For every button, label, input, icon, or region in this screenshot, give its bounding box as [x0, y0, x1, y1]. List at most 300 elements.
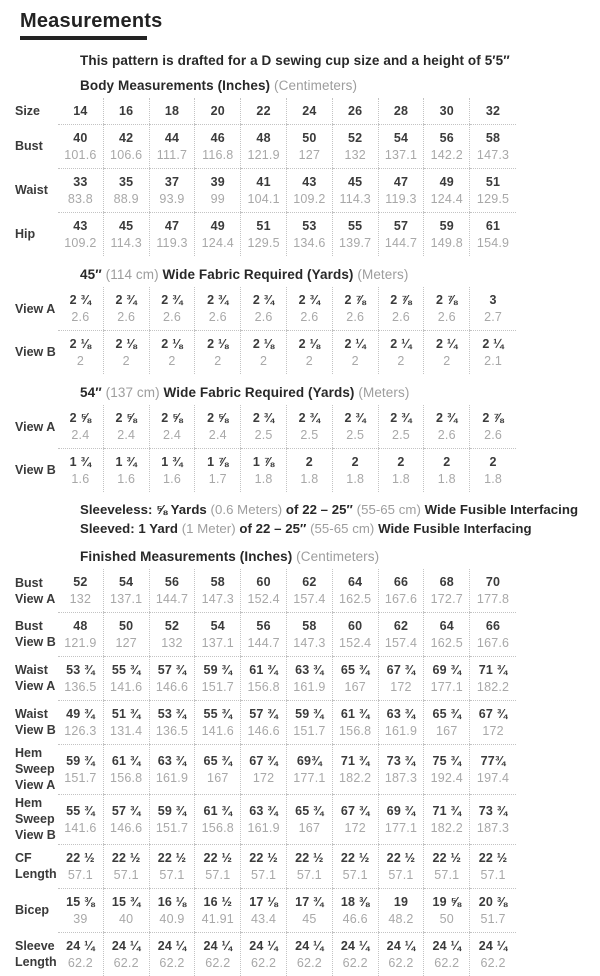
- value-cell: [241, 98, 287, 124]
- cm-value: 1.8: [484, 472, 503, 486]
- inches-value: 71 ¾: [478, 663, 508, 677]
- value-cell: [379, 656, 425, 700]
- body-measurements-table: [14, 98, 600, 256]
- cm-value: 182.2: [430, 821, 463, 835]
- row-label: View B: [15, 345, 56, 359]
- value-cell: [379, 212, 425, 256]
- inches-value: 16 ½: [203, 895, 233, 909]
- inches-value: 14: [73, 104, 88, 118]
- cm-value: 124.4: [430, 192, 463, 206]
- value-cell: [150, 168, 196, 212]
- cm-value: 156.8: [339, 724, 372, 738]
- value-cell: [287, 844, 333, 888]
- inches-value: 32: [485, 104, 501, 118]
- cm-value: 152.4: [247, 592, 280, 606]
- value-cell: [195, 844, 241, 888]
- cm-value: 62.2: [480, 956, 506, 970]
- cm-value: 151.7: [201, 680, 234, 694]
- inches-value: 20 ⅜: [478, 895, 508, 909]
- inches-value: 51: [256, 219, 271, 233]
- inches-value: 63 ¾: [386, 707, 416, 721]
- value-cell: [104, 656, 150, 700]
- cm-value: 134.6: [293, 236, 326, 250]
- cm-value: 161.9: [155, 771, 189, 785]
- cm-value: 144.7: [155, 592, 189, 606]
- cm-value: 127: [298, 148, 321, 162]
- cm-value: 161.9: [384, 724, 418, 738]
- value-cell: [195, 168, 241, 212]
- interfacing-note: [80, 500, 600, 538]
- table-row: [14, 794, 600, 844]
- value-cell: [333, 124, 379, 168]
- inches-value: 64: [348, 575, 363, 589]
- cm-value: 2: [76, 354, 84, 368]
- value-cell: [104, 448, 150, 492]
- value-cell: [470, 287, 516, 330]
- cm-value: 167: [298, 821, 321, 835]
- heading-text: Wide Fusible Interfacing: [374, 521, 532, 536]
- table-row: [14, 844, 600, 888]
- cm-value: 2.4: [208, 428, 227, 442]
- cm-value: 2: [351, 354, 359, 368]
- value-cell: [333, 932, 379, 976]
- inches-value: 49: [210, 219, 225, 233]
- cm-value: 2: [443, 354, 451, 368]
- value-cell: [470, 168, 516, 212]
- cm-value: 172: [252, 771, 275, 785]
- metric-unit-text: (137 cm): [105, 385, 160, 400]
- cm-value: 1.8: [437, 472, 456, 486]
- inches-value: 16: [119, 104, 134, 118]
- cm-value: 161.9: [293, 680, 326, 694]
- cm-value: 177.8: [476, 592, 510, 606]
- inches-value: 61 ¾: [111, 754, 141, 768]
- inches-value: 2: [489, 455, 497, 469]
- inches-value: 65 ¾: [432, 707, 462, 721]
- inches-value: 48: [73, 619, 88, 633]
- section-heading-finished-measurements: [80, 548, 600, 565]
- inches-value: 71 ¾: [432, 804, 462, 818]
- table-row: [14, 744, 600, 794]
- cm-value: 192.4: [430, 771, 463, 785]
- inches-value: 2 ¾: [69, 293, 92, 307]
- cm-value: 149.8: [430, 236, 463, 250]
- cm-value: 62.2: [434, 956, 460, 970]
- inches-value: 73 ¾: [386, 754, 416, 768]
- value-cell: [150, 212, 196, 256]
- inches-value: 75 ¾: [432, 754, 462, 768]
- value-cell: [287, 212, 333, 256]
- inches-value: 2 ¾: [436, 411, 458, 425]
- value-cell: [333, 287, 379, 330]
- value-cell: [333, 844, 379, 888]
- inches-value: 15 ⅜: [66, 895, 95, 909]
- table-row: [14, 569, 600, 612]
- inches-value: 44: [164, 131, 180, 145]
- row-label: Hip: [15, 227, 36, 241]
- inches-value: 67 ¾: [249, 754, 278, 768]
- inches-value: 61 ¾: [340, 707, 370, 721]
- cm-value: 2.4: [117, 428, 136, 442]
- value-cell: [104, 212, 150, 256]
- cm-value: 111.7: [156, 148, 188, 162]
- value-cell: [58, 168, 104, 212]
- value-cell: [241, 330, 287, 374]
- cm-value: 172: [390, 680, 412, 694]
- value-cell: [333, 98, 379, 124]
- inches-value: 60: [348, 619, 363, 633]
- value-cell: [195, 888, 241, 932]
- value-cell: [424, 656, 470, 700]
- cm-value: 2.6: [208, 310, 227, 324]
- value-cell: [150, 932, 196, 976]
- value-cell: [424, 700, 470, 744]
- value-cell: [470, 569, 516, 612]
- inches-value: 73 ¾: [478, 804, 508, 818]
- cm-value: 2.6: [300, 310, 319, 324]
- cm-value: 43.4: [251, 912, 277, 926]
- value-cell: [58, 888, 104, 932]
- inches-value: 19 ⅝: [432, 895, 462, 909]
- cm-value: 127: [115, 636, 137, 650]
- inches-value: 2 ⅞: [436, 293, 458, 307]
- metric-unit-text: (1 Meter): [181, 521, 236, 536]
- inches-value: 2 ⅞: [390, 293, 412, 307]
- value-cell: [379, 932, 425, 976]
- row-label: View B: [15, 463, 56, 477]
- inches-value: 2 ⅛: [161, 337, 183, 351]
- inches-value: 18 ⅜: [340, 895, 370, 909]
- value-cell: [287, 569, 333, 612]
- inches-value: 2: [443, 455, 451, 469]
- value-cell: [470, 656, 516, 700]
- cm-value: 62.2: [388, 956, 414, 970]
- value-cell: [287, 612, 333, 656]
- inches-value: 55 ¾: [66, 804, 95, 818]
- value-cell: [424, 98, 470, 124]
- cm-value: 46.6: [342, 912, 368, 926]
- inches-value: 65 ¾: [203, 754, 233, 768]
- table-row: [14, 700, 600, 744]
- value-cell: [333, 794, 379, 844]
- value-cell: [241, 569, 287, 612]
- heading-text: Wide Fabric Required (Yards): [158, 267, 358, 282]
- inches-value: 64: [439, 619, 454, 633]
- cm-value: 154.9: [476, 236, 510, 250]
- cm-value: 119.3: [385, 192, 417, 206]
- cm-value: 2.6: [437, 428, 456, 442]
- value-cell: [333, 405, 379, 448]
- inches-value: 45: [119, 219, 134, 233]
- value-cell: [241, 448, 287, 492]
- value-cell: [424, 330, 470, 374]
- inches-value: 67 ¾: [386, 663, 416, 677]
- cm-value: 1.6: [71, 472, 90, 486]
- value-cell: [150, 98, 196, 124]
- value-cell: [150, 124, 196, 168]
- inches-value: 37: [164, 175, 180, 189]
- cm-value: 114.3: [339, 192, 371, 206]
- inches-value: 58: [210, 575, 225, 589]
- inches-value: 2 ⅝: [115, 411, 137, 425]
- inches-value: 39: [210, 175, 225, 189]
- value-cell: [58, 612, 104, 656]
- finished-measurements-table: [14, 569, 600, 976]
- cm-value: 2.5: [346, 428, 365, 442]
- cm-value: 62.2: [67, 956, 93, 970]
- inches-value: 18: [164, 104, 180, 118]
- cm-value: 40.9: [159, 912, 185, 926]
- cm-value: 167: [436, 724, 458, 738]
- value-cell: [104, 612, 150, 656]
- cm-value: 48.2: [388, 912, 414, 926]
- value-cell: [379, 612, 425, 656]
- value-cell: [470, 612, 516, 656]
- cup-size-note: This pattern is drafted for a D sewing cup size and a height of 5′5″: [80, 53, 510, 68]
- inches-value: 2 ¾: [207, 293, 229, 307]
- inches-value: 56: [256, 619, 271, 633]
- value-cell: [150, 287, 196, 330]
- cm-value: 141.6: [64, 821, 97, 835]
- cm-value: 1.8: [300, 472, 319, 486]
- cm-value: 167.6: [384, 592, 418, 606]
- value-cell: [470, 212, 516, 256]
- cm-value: 172: [344, 821, 366, 835]
- cm-value: 57.1: [251, 868, 277, 882]
- inches-value: 2 ¼: [436, 337, 458, 351]
- table-row: [14, 168, 600, 212]
- inches-value: 2 ⅛: [69, 337, 92, 351]
- heading-text: Body Measurements (Inches): [80, 78, 275, 93]
- value-cell: [424, 888, 470, 932]
- inches-value: 2 ¾: [390, 411, 412, 425]
- cm-value: 142.2: [430, 148, 463, 162]
- value-cell: [195, 569, 241, 612]
- value-cell: [379, 405, 425, 448]
- inches-value: 22 ½: [203, 851, 233, 865]
- value-cell: [150, 700, 196, 744]
- section-heading-fabric-54: [80, 384, 600, 401]
- inches-value: 2: [305, 455, 313, 469]
- cm-value: 101.6: [64, 148, 97, 162]
- inches-value: 65 ¾: [295, 804, 324, 818]
- inches-value: 3: [489, 293, 497, 307]
- inches-value: 54: [393, 131, 409, 145]
- inches-value: 45: [348, 175, 363, 189]
- inches-value: 2 ¾: [115, 293, 137, 307]
- cm-value: 2: [397, 354, 405, 368]
- cm-value: 2.4: [163, 428, 181, 442]
- inches-value: 2 ⅛: [115, 337, 137, 351]
- value-cell: [424, 744, 470, 794]
- inches-value: 55 ¾: [111, 663, 141, 677]
- cm-value: 114.3: [110, 236, 142, 250]
- cm-value: 187.3: [476, 821, 510, 835]
- inches-value: 59 ¾: [203, 663, 233, 677]
- value-cell: [150, 744, 196, 794]
- inches-value: 22 ½: [340, 851, 370, 865]
- inches-value: 24 ¼: [157, 939, 187, 953]
- heading-text: 54″: [80, 385, 106, 400]
- value-cell: [287, 932, 333, 976]
- inches-value: 59: [439, 219, 454, 233]
- value-cell: [150, 330, 196, 374]
- inches-value: 55: [348, 219, 363, 233]
- table-row: [14, 612, 600, 656]
- cm-value: 156.8: [247, 680, 280, 694]
- cm-value: 109.2: [293, 192, 326, 206]
- value-cell: [379, 844, 425, 888]
- section-heading-fabric-45: [80, 266, 600, 283]
- inches-value: 1 ¾: [115, 455, 137, 469]
- table-row: [14, 287, 600, 330]
- inches-value: 71 ¾: [340, 754, 370, 768]
- value-cell: [58, 744, 104, 794]
- value-cell: [287, 287, 333, 330]
- cm-value: 187.3: [384, 771, 418, 785]
- value-cell: [470, 700, 516, 744]
- cm-value: 57.1: [388, 868, 414, 882]
- value-cell: [379, 448, 425, 492]
- row-label: Bust: [15, 139, 43, 153]
- inches-value: 66: [485, 619, 501, 633]
- cm-value: 62.2: [159, 956, 185, 970]
- cm-value: 1.6: [163, 472, 181, 486]
- inches-value: 2 ⅞: [344, 293, 366, 307]
- value-cell: [104, 844, 150, 888]
- cm-value: 40: [119, 912, 134, 926]
- value-cell: [287, 656, 333, 700]
- cm-value: 2.6: [71, 310, 90, 324]
- value-cell: [241, 794, 287, 844]
- row-label: View A: [15, 301, 56, 316]
- table-row: [14, 888, 600, 932]
- inches-value: 51: [485, 175, 501, 189]
- cm-value: 162.5: [430, 636, 463, 650]
- value-cell: [195, 98, 241, 124]
- cm-value: 136.5: [64, 680, 97, 694]
- inches-value: 17 ⅛: [249, 895, 278, 909]
- inches-value: 61 ¾: [203, 804, 233, 818]
- inches-value: 22 ½: [478, 851, 508, 865]
- inches-value: 20: [210, 104, 225, 118]
- value-cell: [287, 794, 333, 844]
- inches-value: 2 ¾: [252, 293, 275, 307]
- row-label: Bust View B: [15, 619, 56, 649]
- cm-value: 182.2: [339, 771, 372, 785]
- value-cell: [150, 405, 196, 448]
- inches-value: 68: [439, 575, 454, 589]
- inches-value: 22: [256, 104, 271, 118]
- value-cell: [470, 744, 516, 794]
- cm-value: 104.1: [247, 192, 280, 206]
- inches-value: 24 ¼: [111, 939, 141, 953]
- value-cell: [104, 932, 150, 976]
- inches-value: 47: [164, 219, 180, 233]
- row-label: Hem Sweep View B: [15, 796, 56, 842]
- table-row: [14, 405, 600, 448]
- value-cell: [104, 124, 150, 168]
- value-cell: [241, 612, 287, 656]
- cm-value: 156.8: [110, 771, 143, 785]
- inches-value: 50: [119, 619, 134, 633]
- table-row: [14, 124, 600, 168]
- inches-value: 24 ¼: [203, 939, 233, 953]
- value-cell: [104, 287, 150, 330]
- interfacing-sleeveless-line: [80, 500, 600, 519]
- inches-value: 1 ⅞: [207, 455, 229, 469]
- section-heading-body-measurements: [80, 77, 600, 94]
- cm-value: 83.8: [67, 192, 93, 206]
- interfacing-sleeved-line: [80, 519, 600, 538]
- cm-value: 151.7: [64, 771, 97, 785]
- value-cell: [470, 124, 516, 168]
- cm-value: 147.3: [476, 148, 510, 162]
- fabric-45-table: [14, 287, 600, 374]
- inches-value: 16 ⅛: [157, 895, 187, 909]
- value-cell: [150, 448, 196, 492]
- inches-value: 61 ¾: [249, 663, 278, 677]
- metric-unit-text: (Centimeters): [274, 78, 358, 93]
- cm-value: 2.6: [163, 310, 181, 324]
- value-cell: [58, 124, 104, 168]
- inches-value: 22 ½: [111, 851, 141, 865]
- inches-value: 66: [393, 575, 409, 589]
- cm-value: 172.7: [430, 592, 463, 606]
- inches-value: 2 ¾: [252, 411, 275, 425]
- cm-value: 57.1: [480, 868, 506, 882]
- inches-value: 48: [256, 131, 271, 145]
- value-cell: [287, 98, 333, 124]
- cm-value: 41.91: [201, 912, 234, 926]
- inches-value: 60: [256, 575, 271, 589]
- metric-unit-text: (Meters): [358, 385, 410, 400]
- inches-value: 22 ½: [386, 851, 416, 865]
- cm-value: 137.1: [110, 592, 143, 606]
- inches-value: 61: [485, 219, 501, 233]
- cm-value: 146.6: [110, 821, 143, 835]
- inches-value: 59 ¾: [157, 804, 187, 818]
- cm-value: 57.1: [159, 868, 185, 882]
- cm-value: 157.4: [293, 592, 326, 606]
- cm-value: 137.1: [384, 148, 418, 162]
- row-label: Waist View B: [15, 707, 56, 737]
- value-cell: [58, 700, 104, 744]
- value-cell: [379, 888, 425, 932]
- cm-value: 99: [210, 192, 225, 206]
- value-cell: [195, 932, 241, 976]
- cm-value: 2: [305, 354, 313, 368]
- value-cell: [333, 612, 379, 656]
- inches-value: 24 ¼: [340, 939, 370, 953]
- value-cell: [470, 330, 516, 374]
- value-cell: [241, 932, 287, 976]
- page-title: Measurements: [20, 10, 163, 32]
- inches-value: 1 ⅞: [252, 455, 275, 469]
- inches-value: 2 ¾: [161, 293, 183, 307]
- table-row: [14, 656, 600, 700]
- value-cell: [58, 330, 104, 374]
- cm-value: 2: [260, 354, 268, 368]
- value-cell: [150, 888, 196, 932]
- inches-value: 69¾: [296, 754, 322, 768]
- cm-value: 116.8: [202, 148, 234, 162]
- value-cell: [195, 700, 241, 744]
- inches-value: 53 ¾: [157, 707, 187, 721]
- inches-value: 2 ⅝: [207, 411, 229, 425]
- table-row: [14, 932, 600, 976]
- table-row: [14, 330, 600, 374]
